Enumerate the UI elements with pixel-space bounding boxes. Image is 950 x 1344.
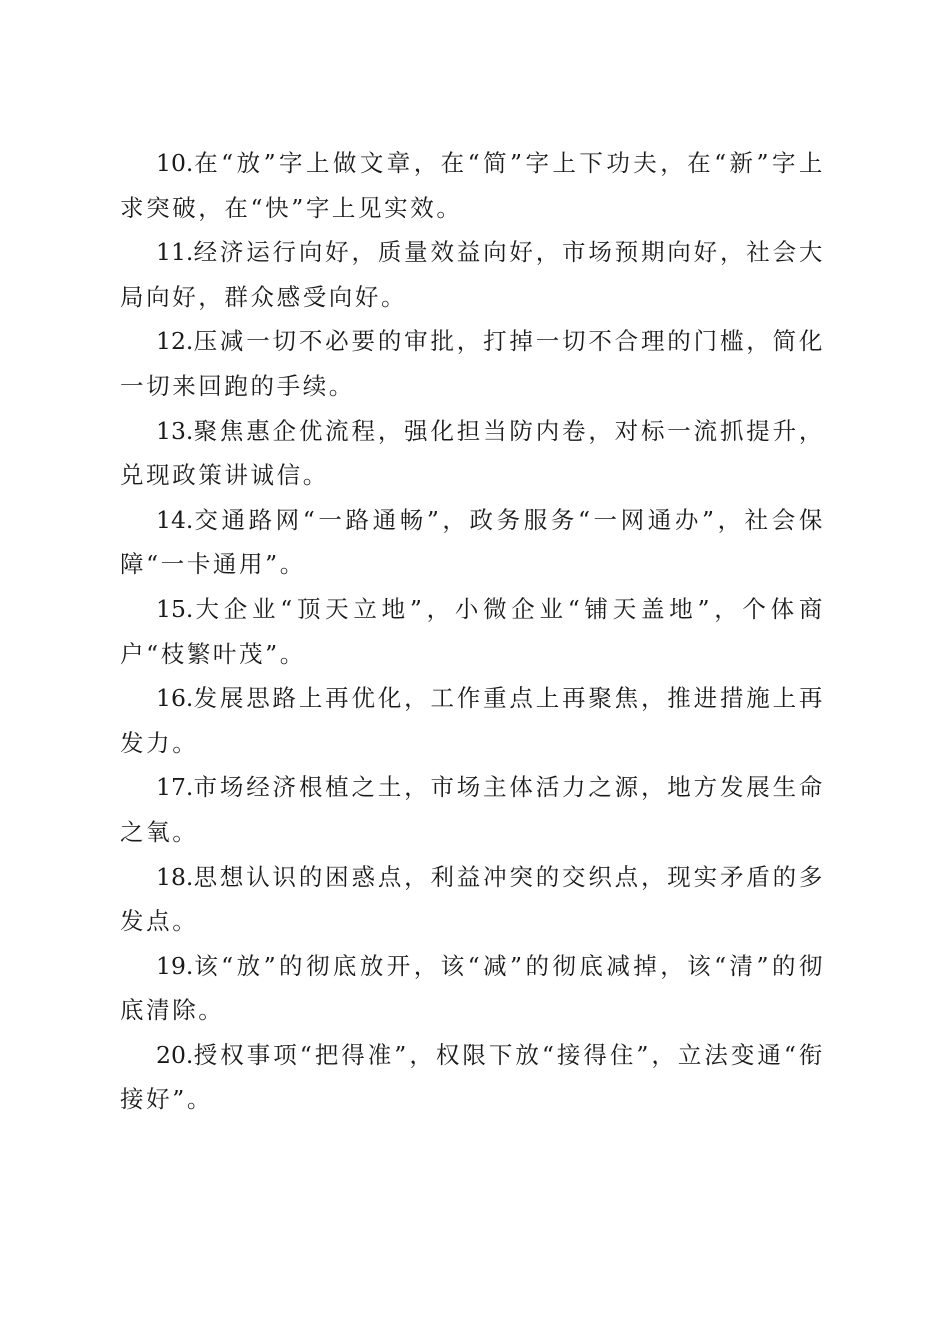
item-number: 14. — [156, 505, 194, 534]
item-text: 市场经济根植之土，市场主体活力之源，地方发展生命之氧。 — [120, 773, 825, 846]
list-item — [120, 676, 825, 765]
item-number: 11. — [156, 238, 194, 267]
item-text: 在“放”字上做文章，在“简”字上下功夫，在“新”字上求突破，在“快”字上见实效。 — [120, 149, 825, 222]
item-text: 思想认识的困惑点，利益冲突的交织点，现实矛盾的多发点。 — [120, 862, 825, 936]
item-number: 19. — [156, 951, 194, 980]
list-item — [120, 498, 825, 587]
list-item — [120, 1033, 825, 1122]
item-number: 18. — [156, 862, 194, 891]
item-number: 17. — [156, 773, 194, 802]
list-item — [120, 765, 825, 854]
item-text: 该“放”的彻底放开，该“减”的彻底减掉，该“清”的彻底清除。 — [120, 951, 825, 1025]
item-number: 12. — [156, 327, 194, 356]
item-text: 聚焦惠企优流程，强化担当防内卷，对标一流抓提升，兑现政策讲诚信。 — [120, 416, 825, 490]
list-item — [120, 230, 825, 319]
item-text: 授权事项“把得准”，权限下放“接得住”，立法变通“衔接好”。 — [120, 1040, 825, 1114]
list-item — [120, 141, 825, 230]
list-item — [120, 587, 825, 676]
item-text: 发展思路上再优化，工作重点上再聚焦，推进措施上再发力。 — [120, 684, 825, 757]
item-number: 13. — [156, 416, 194, 445]
list-item — [120, 409, 825, 498]
item-number: 10. — [156, 149, 194, 177]
item-text: 压减一切不必要的审批，打掉一切不合理的门槛，简化一切来回跑的手续。 — [120, 327, 825, 400]
item-number: 20. — [156, 1040, 194, 1069]
item-text: 交通路网“一路通畅”，政务服务“一网通办”，社会保障“一卡通用”。 — [120, 505, 825, 579]
list-item — [120, 319, 825, 408]
item-text: 经济运行向好，质量效益向好，市场预期向好，社会大局向好，群众感受向好。 — [120, 238, 825, 311]
item-number: 16. — [156, 684, 194, 713]
list-item — [120, 944, 825, 1033]
document-body — [120, 141, 825, 1122]
item-text: 大企业“顶天立地”，小微企业“铺天盖地”，个体商户“枝繁叶茂”。 — [120, 594, 825, 668]
item-number: 15. — [156, 594, 194, 623]
list-item — [120, 855, 825, 944]
